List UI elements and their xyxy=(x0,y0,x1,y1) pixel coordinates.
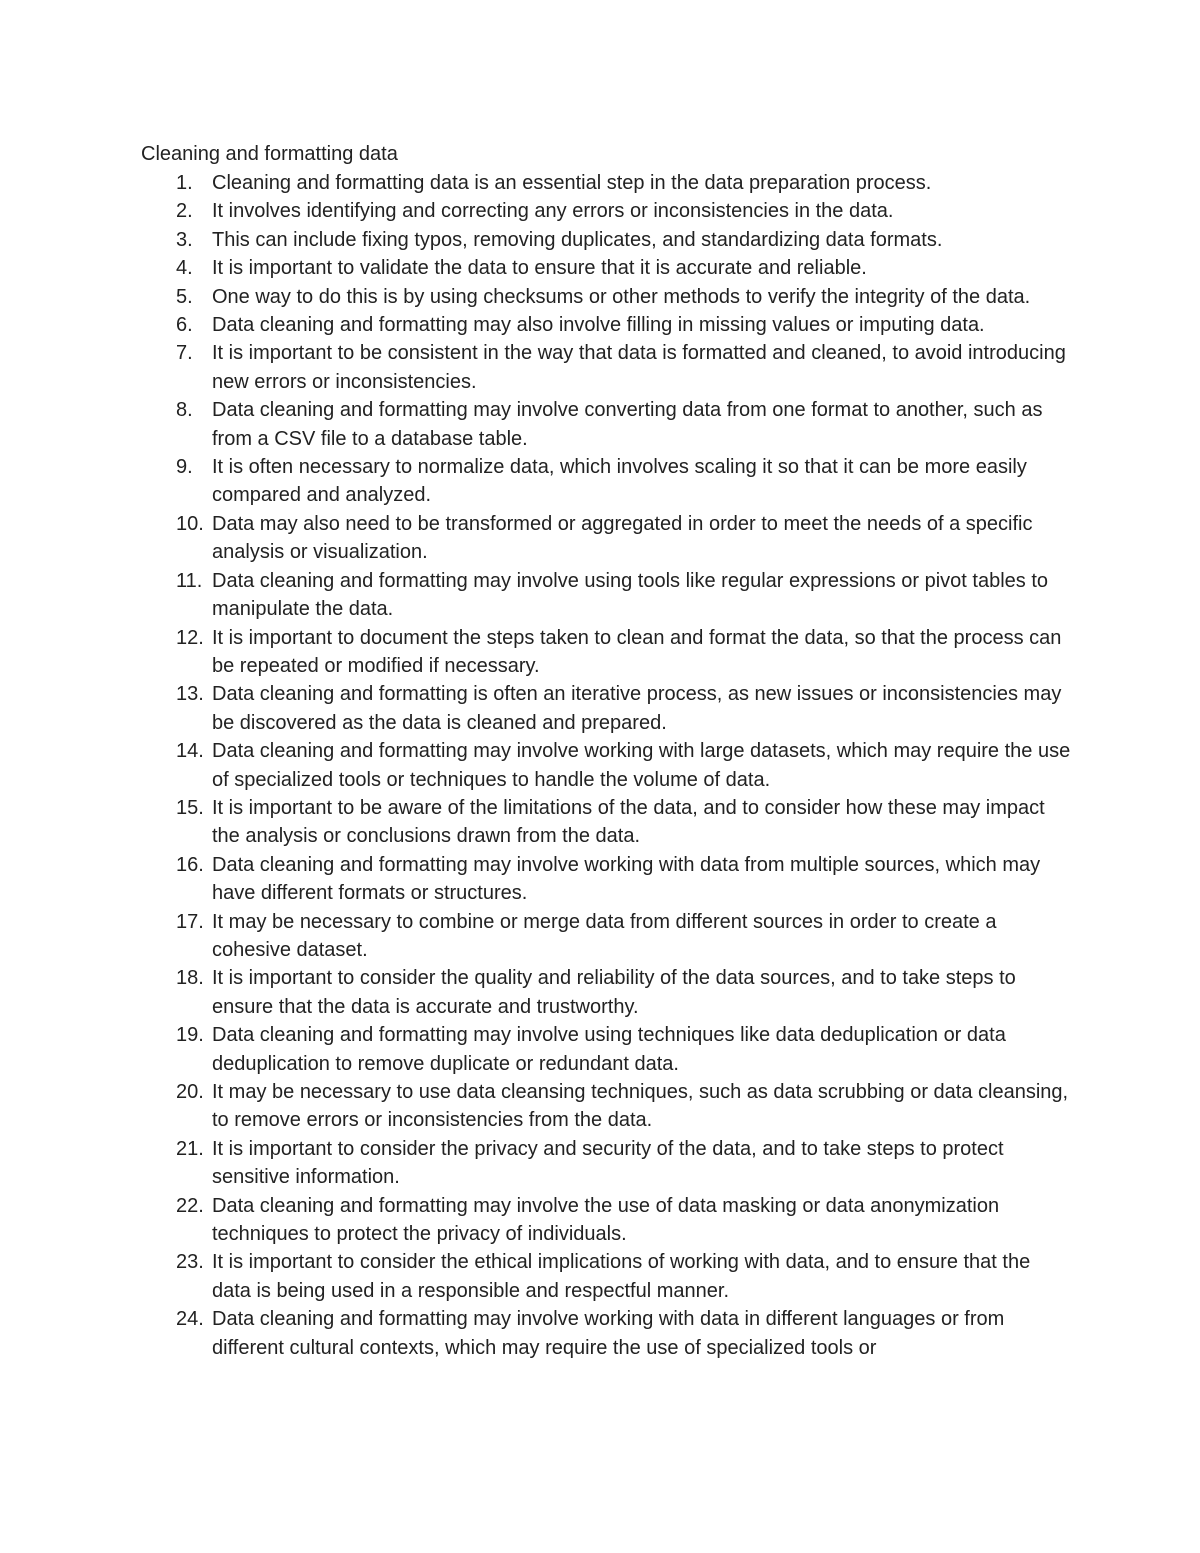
list-item xyxy=(141,624,1071,681)
list-item-number: 11. xyxy=(176,569,203,592)
list-item-number: 12. xyxy=(176,626,204,649)
list-item-number: 13. xyxy=(176,683,204,706)
list-item-number: 19. xyxy=(176,1024,204,1047)
list-item-number: 15. xyxy=(176,796,204,819)
list-item xyxy=(141,1248,1071,1305)
list-item-text: Data cleaning and formatting may involve using techniques like data deduplication or data deduplication to remove duplicate or redundant data. xyxy=(212,1024,1006,1075)
list-item-number: 10. xyxy=(176,512,204,535)
list-item xyxy=(141,567,1071,624)
list-item-text: Data cleaning and formatting may involve working with data in different languages or from different cultural contexts, which may require the use of specialized tools or xyxy=(212,1308,1005,1359)
list-item xyxy=(141,1135,1071,1192)
list-item-text: Data cleaning and formatting may involve the use of data masking or data anonymization techniques to protect the privacy of individuals. xyxy=(212,1194,1000,1246)
list-item-number: 4. xyxy=(176,257,193,280)
list-item-number: 14. xyxy=(176,740,204,763)
list-item-text: It involves identifying and correcting any errors or inconsistencies in the data. xyxy=(212,200,894,223)
list-item xyxy=(141,908,1071,965)
list-item-text: It is important to validate the data to ensure that it is accurate and reliable. xyxy=(212,257,867,280)
list-item xyxy=(141,680,1071,737)
list-item-text: It is important to be consistent in the way that data is formatted and cleaned, to avoid introducing new errors or inconsistencies. xyxy=(212,342,1066,393)
list-item-text: It is important to consider the privacy and security of the data, and to take steps to protect sensitive information. xyxy=(212,1137,1004,1189)
list-item-number: 2. xyxy=(176,200,193,223)
list-item xyxy=(141,396,1071,453)
list-item xyxy=(141,851,1071,908)
list-item-text: It is important to document the steps taken to clean and format the data, so that the process can be repeated or modified if necessary. xyxy=(212,626,1062,677)
list-item xyxy=(141,453,1071,510)
list-item xyxy=(141,226,1071,254)
list-item xyxy=(141,254,1071,282)
list-item-number: 18. xyxy=(176,967,204,990)
list-item xyxy=(141,510,1071,567)
list-item-text: It is often necessary to normalize data, which involves scaling it so that it can be more easily compared and analyzed. xyxy=(212,456,1027,507)
list-item-number: 6. xyxy=(176,314,193,337)
list-item xyxy=(141,169,1071,197)
list-item xyxy=(141,339,1071,396)
list-item-number: 17. xyxy=(176,910,204,933)
list-item-number: 24. xyxy=(176,1308,204,1331)
list-item-number: 20. xyxy=(176,1081,204,1103)
list-item-text: Data cleaning and formatting may involve converting data from one format to another, such as from a CSV file to a database table. xyxy=(212,399,1043,450)
list-item-text: Data cleaning and formatting may involve using tools like regular expressions or pivot tables to manipulate the data. xyxy=(212,569,1048,621)
list-item xyxy=(141,283,1071,311)
list-item-text: Data cleaning and formatting may also involve filling in missing values or imputing data. xyxy=(212,314,985,337)
list-item-number: 22. xyxy=(176,1194,204,1217)
list-item-text: It is important to be aware of the limitations of the data, and to consider how these may impact the analysis or conclusions drawn from the data. xyxy=(212,796,1045,848)
list-item-number: 8. xyxy=(176,399,193,422)
list-item xyxy=(141,964,1071,1021)
list-item-text: It may be necessary to combine or merge data from different sources in order to create a cohesive dataset. xyxy=(212,910,997,961)
list-item-text: Data cleaning and formatting is often an iterative process, as new issues or inconsistencies may be discovered as the data is cleaned and prepared. xyxy=(212,683,1062,734)
document-title: Cleaning and formatting data xyxy=(141,143,398,165)
list-item-number: 1. xyxy=(176,172,193,194)
list-item-text: It may be necessary to use data cleansing techniques, such as data scrubbing or data cleansing, to remove errors or inconsistencies from the data. xyxy=(212,1081,1069,1132)
list-item xyxy=(141,794,1071,851)
list-item-number: 9. xyxy=(176,456,193,479)
list-item xyxy=(141,737,1071,794)
list-item xyxy=(141,311,1071,339)
list-item-text: This can include fixing typos, removing duplicates, and standardizing data formats. xyxy=(212,228,943,251)
list-item-number: 5. xyxy=(176,285,193,308)
list-item-number: 3. xyxy=(176,228,193,251)
numbered-list xyxy=(141,169,1071,1362)
list-item xyxy=(141,1192,1071,1249)
list-item xyxy=(141,197,1071,225)
list-item-number: 7. xyxy=(176,342,193,365)
list-item-number: 16. xyxy=(176,853,204,876)
list-item-text: It is important to consider the quality and reliability of the data sources, and to take steps to ensure that the data is accurate and trustworthy. xyxy=(212,967,1016,1018)
list-item-number: 23. xyxy=(176,1251,204,1274)
list-item-text: It is important to consider the ethical implications of working with data, and to ensure that the data is being used in a responsible and respectful manner. xyxy=(212,1251,1031,1302)
list-item-text: Data cleaning and formatting may involve working with large datasets, which may require the use of specialized tools or techniques to handle the volume of data. xyxy=(212,740,1071,791)
list-item xyxy=(141,1305,1071,1362)
list-item-text: Data cleaning and formatting may involve working with data from multiple sources, which may have different formats or structures. xyxy=(212,853,1041,905)
list-item-text: Cleaning and formatting data is an essential step in the data preparation process. xyxy=(212,172,932,194)
list-item xyxy=(141,1021,1071,1078)
list-item-text: Data may also need to be transformed or aggregated in order to meet the needs of a specific analysis or visualization. xyxy=(212,512,1033,564)
list-item-text: One way to do this is by using checksums or other methods to verify the integrity of the data. xyxy=(212,285,1031,308)
list-item xyxy=(141,1078,1071,1135)
list-item-number: 21. xyxy=(176,1137,204,1160)
